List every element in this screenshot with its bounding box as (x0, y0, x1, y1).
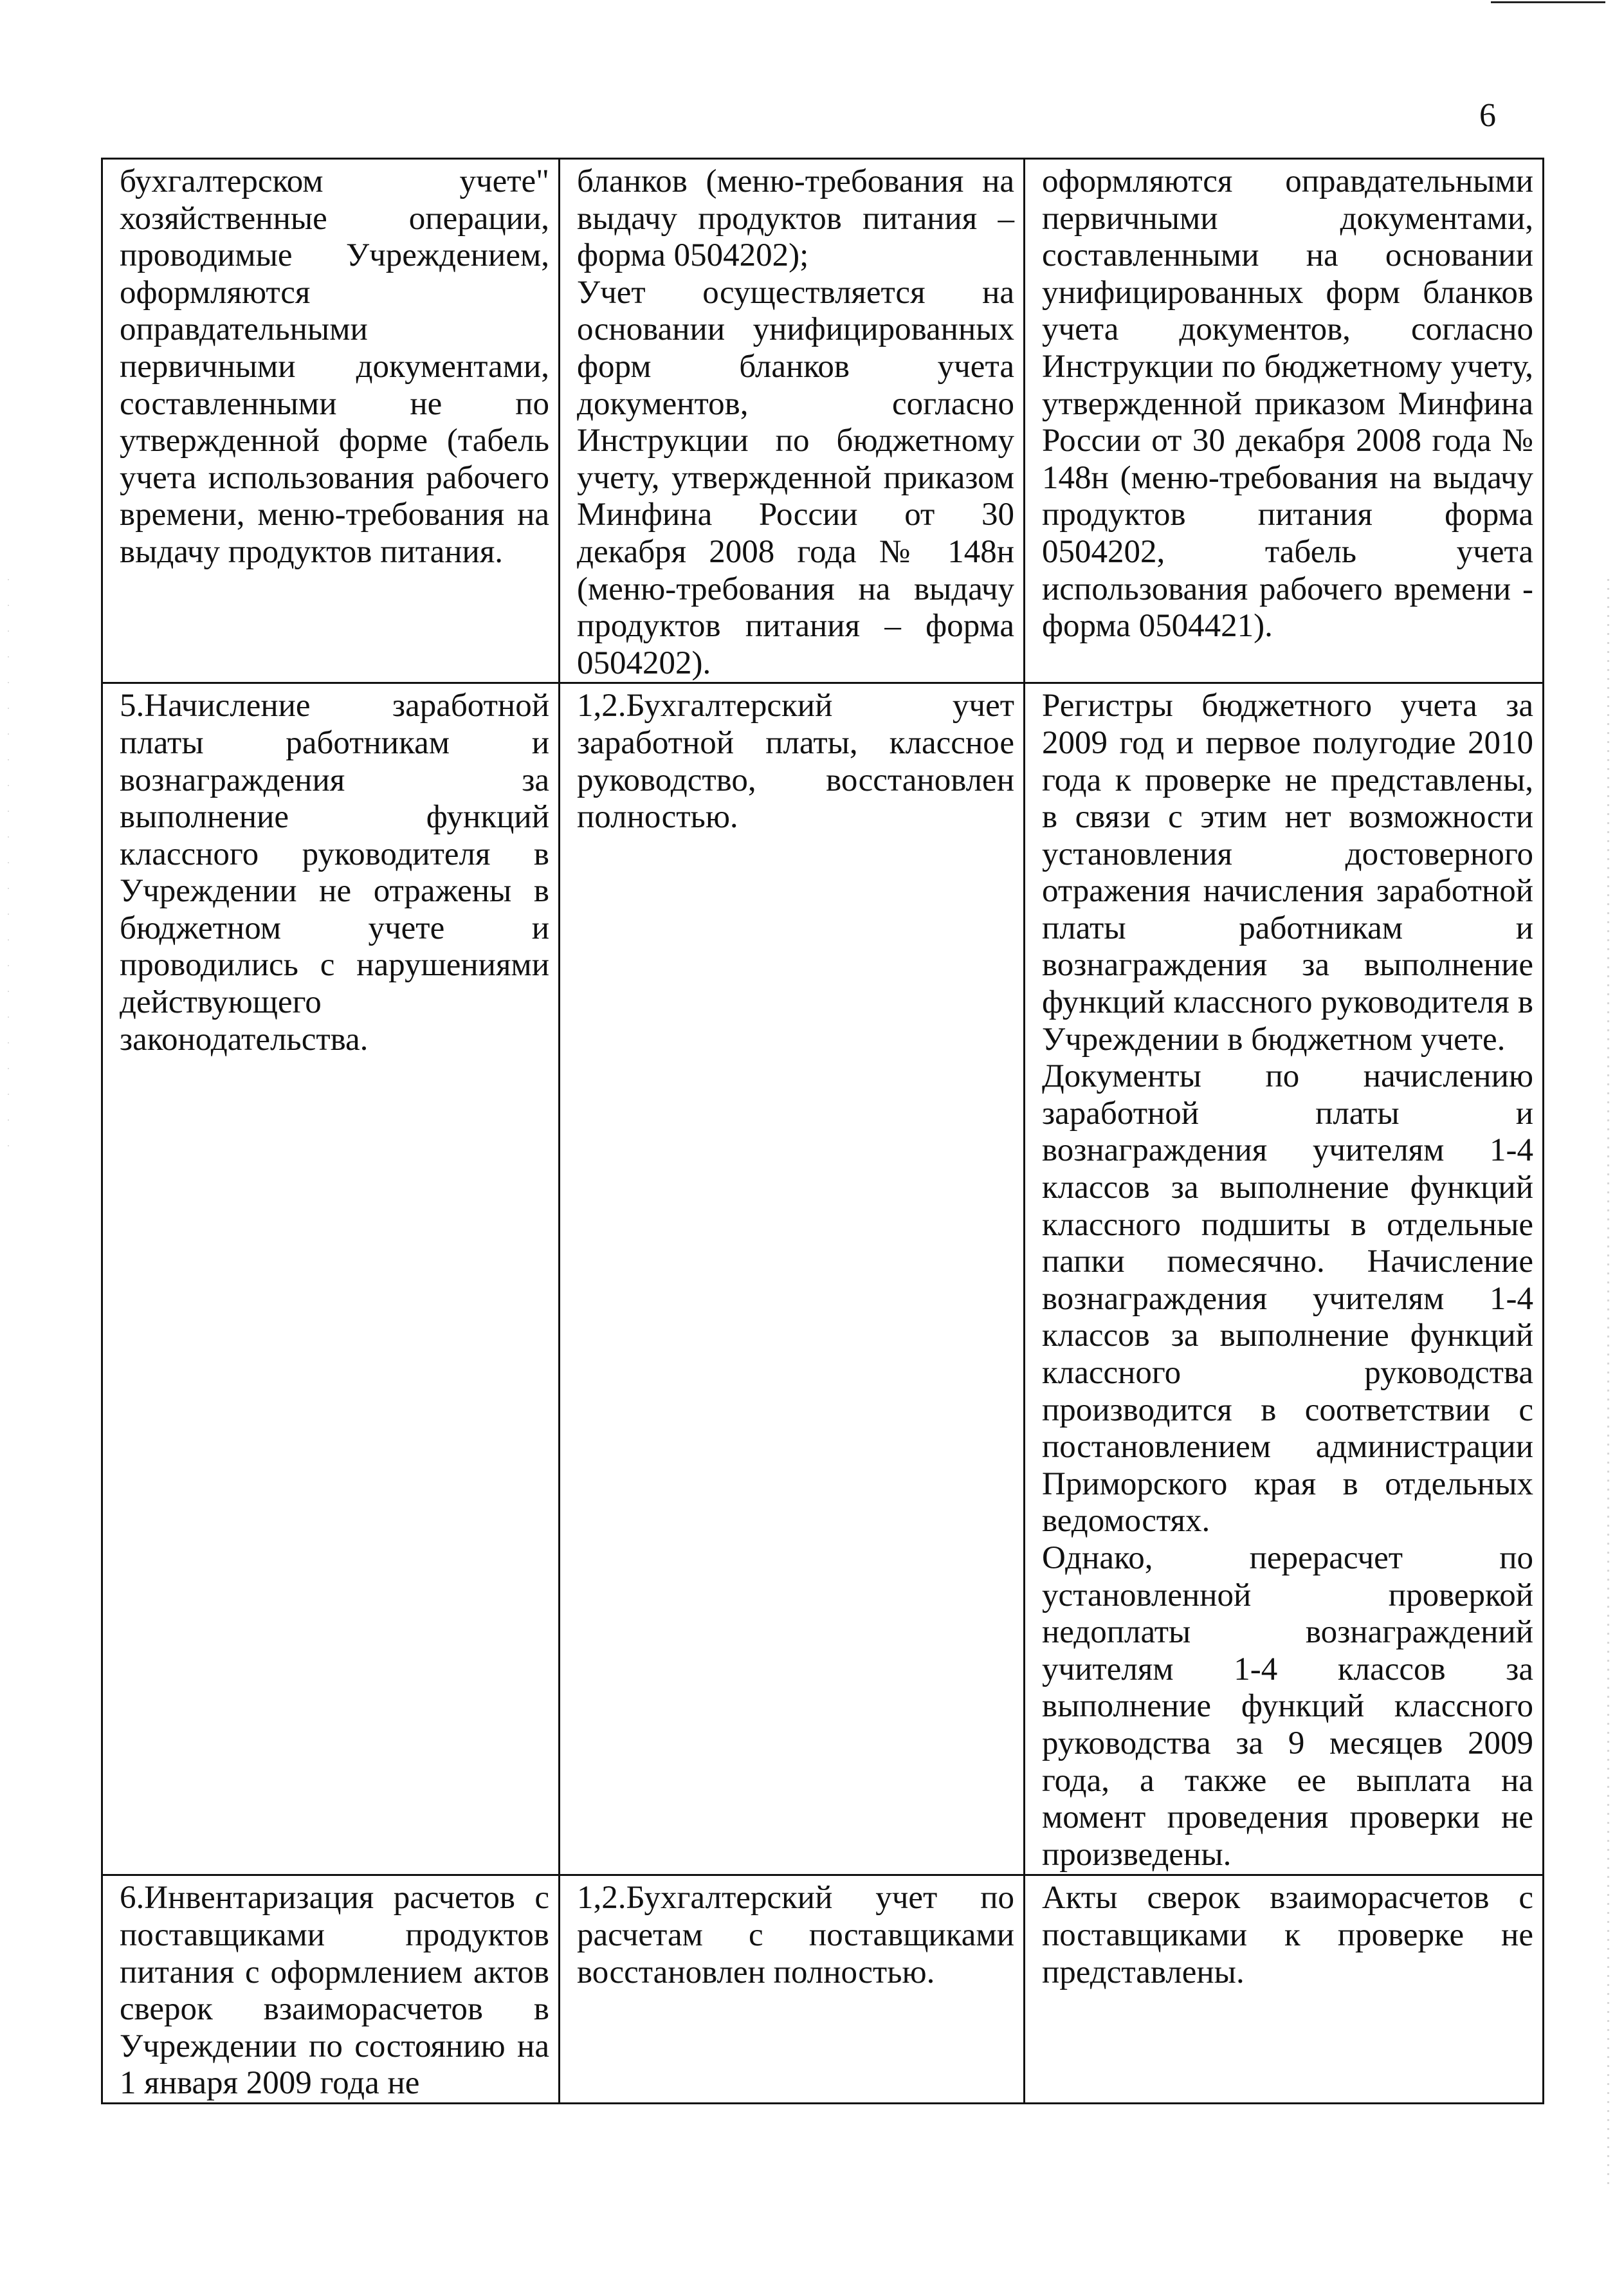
scan-artifact-line (1491, 1, 1605, 3)
cell-paragraph: бухгалтерском учете" хозяйственные операции, проводимые Учреждением, оформляются оправдательными первичными документами, составленными не по утвержденной форме (табель учета использования рабочего времени, меню-требования на выдачу продуктов питания. (120, 163, 549, 570)
cell-paragraph: 1,2.Бухгалтерский учет по расчетам с поставщиками восстановлен полностью. (577, 1880, 1014, 1990)
table-cell-measures (560, 1875, 1025, 2104)
page-number: 6 (1479, 97, 1496, 134)
cell-paragraph: Регистры бюджетного учета за 2009 год и первое полугодие 2010 года к проверке не представлены, в связи с этим нет возможности установления достоверного отражения начисления заработной платы работникам и вознаграждения за выполнение функций классного руководителя в Учреждении в бюджетном учете. (1042, 688, 1533, 1058)
cell-paragraph: бланков (меню-требования на выдачу продуктов питания – форма 0504202); (577, 163, 1014, 274)
cell-paragraph: 5.Начисление заработной платы работникам и вознаграждения за выполнение функций классного руководителя в Учреждении не отражены в бюджетном учете и проводились с нарушениями действующего законодательства. (120, 688, 549, 1058)
cell-paragraph: Документы по начислению заработной платы и вознаграждения учителям 1-4 классов за выполнение функций классного подшиты в отдельные папки помесячно. Начисление вознаграждения учителям 1-4 классов за выполнение функций классного руководства производится в соответствии с постановлением администрации Приморского края в отдельных ведомостях. (1042, 1058, 1533, 1539)
scan-noise-right (1607, 579, 1609, 2187)
table-cell-measures (560, 683, 1025, 1875)
cell-paragraph: Акты сверок взаиморасчетов с поставщиками к проверке не представлены. (1042, 1880, 1533, 1990)
cell-paragraph: Учет осуществляется на основании унифицированных форм бланков учета документов, согласно Инструкции по бюджетному учету, утвержденной приказом Минфина России от 30 декабря 2008 года № 148н (меню-требования на выдачу продуктов питания – форма 0504202). (577, 274, 1014, 681)
table-row (102, 159, 1544, 683)
cell-paragraph: 1,2.Бухгалтерский учет заработной платы, классное руководство, восстановлен полностью. (577, 688, 1014, 836)
table-cell-violation (102, 1875, 560, 2104)
cell-paragraph: Однако, перерасчет по установленной проверкой недоплаты вознаграждений учителям 1-4 классов за выполнение функций классного руководства за 9 месяцев 2009 года, а также ее выплата на момент проведения проверки не произведены. (1042, 1539, 1533, 1873)
table-row (102, 683, 1544, 1875)
cell-paragraph: 6.Инвентаризация расчетов с поставщиками продуктов питания с оформлением актов сверок взаиморасчетов в Учреждении по состоянию на 1 января 2009 года не (120, 1880, 549, 2102)
table-cell-measures (560, 159, 1025, 683)
table-cell-result (1025, 159, 1544, 683)
table-cell-violation (102, 159, 560, 683)
findings-table (101, 158, 1544, 2104)
table-cell-violation (102, 683, 560, 1875)
table-cell-result (1025, 1875, 1544, 2104)
scan-noise-left (8, 579, 9, 1158)
cell-paragraph: оформляются оправдательными первичными документами, составленными на основании унифицированных форм бланков учета документов, согласно Инструкции по бюджетному учету, утвержденной приказом Минфина России от 30 декабря 2008 года № 148н (меню-требования на выдачу продуктов питания форма 0504202, табель учета использования рабочего времени - форма 0504421). (1042, 163, 1533, 645)
table-cell-result (1025, 683, 1544, 1875)
table-row (102, 1875, 1544, 2104)
